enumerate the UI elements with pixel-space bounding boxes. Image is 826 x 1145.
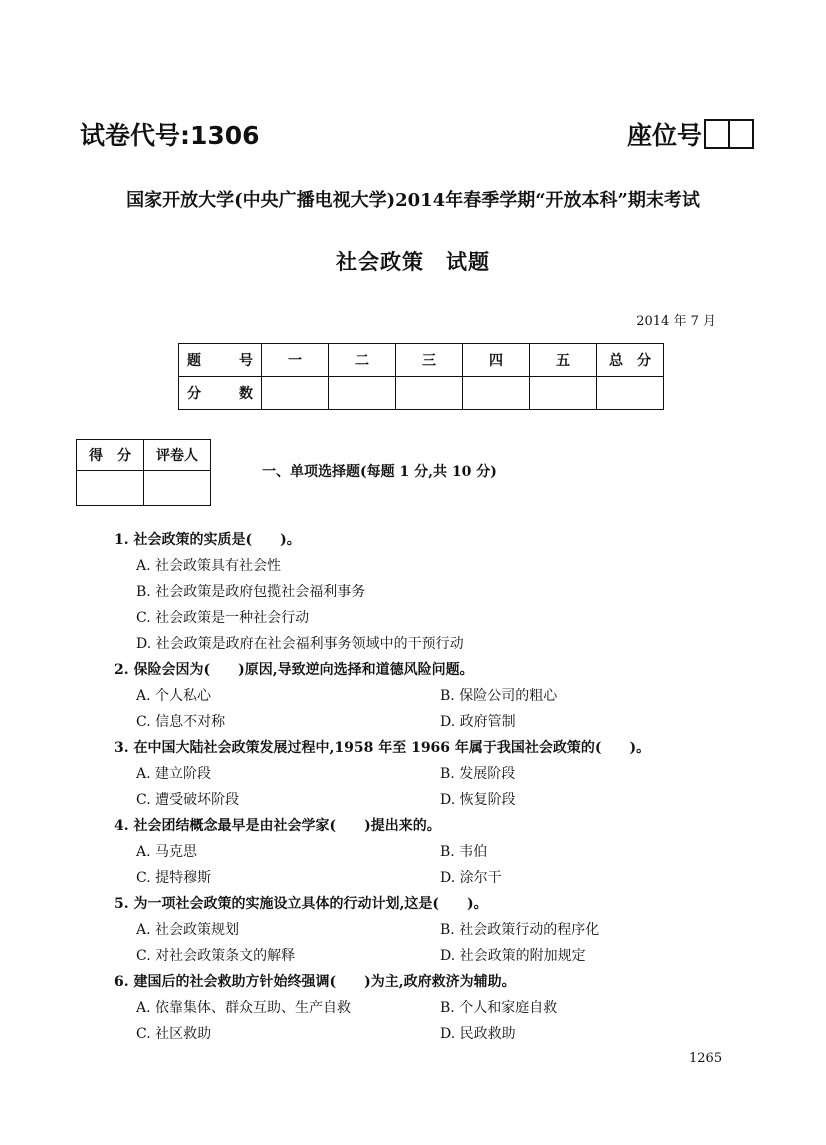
question-list [114,527,754,1047]
grader-empty-cell [77,471,144,506]
score-table-cell: 五 [530,344,597,377]
exam-title: 国家开放大学(中央广播电视大学)2014年春季学期“开放本科”期末考试 [126,190,700,211]
option-row [114,917,754,943]
option-a: A. 依靠集体、群众互助、生产自救 [136,1000,352,1016]
grader-label: 评卷人 [144,440,211,471]
grader-empty-cell [144,471,211,506]
option-row [114,709,754,735]
score-table-empty-cell [530,377,597,410]
option-d: D. 恢复阶段 [440,792,516,808]
score-table-empty-cell [597,377,664,410]
score-table-cell: 四 [463,344,530,377]
option-a: A. 马克思 [136,844,198,860]
option-b: B. 社会政策行动的程序化 [440,922,600,938]
question-1 [114,527,754,657]
option-c: C. 对社会政策条文的解释 [136,948,296,964]
score-table-cell: 分 数 [179,377,262,410]
score-table-empty-cell [262,377,329,410]
seat-number [627,116,754,152]
score-table [178,343,664,410]
option-a: A. 社会政策规划 [136,922,240,938]
seat-boxes [704,119,754,149]
score-table-empty-cell [329,377,396,410]
grader-table-header-row [77,440,211,471]
option-row [114,787,754,813]
seat-box [704,119,730,149]
paper-code: 试卷代号:1306 [80,121,260,150]
question-stem: 6. 建国后的社会救助方针始终强调( )为主,政府救济为辅助。 [114,974,516,990]
option-d: D. 政府管制 [440,714,516,730]
exam-date: 2014 年 7 月 [636,314,716,329]
question-5 [114,891,754,969]
option-c: C. 社会政策是一种社会行动 [136,610,310,626]
option-a: A. 建立阶段 [136,766,212,782]
option-c: C. 社区救助 [136,1026,212,1042]
option-row [114,1021,754,1047]
score-table-empty-cell [463,377,530,410]
question-6 [114,969,754,1047]
score-table-cell: 三 [396,344,463,377]
option-d: D. 社会政策的附加规定 [440,948,586,964]
option-c: C. 遭受破坏阶段 [136,792,240,808]
seat-box [730,119,754,149]
option-a: A. 个人私心 [136,688,212,704]
option-b: B. 发展阶段 [440,766,516,782]
question-3 [114,735,754,813]
grader-score-label: 得 分 [77,440,144,471]
grader-table [76,439,211,506]
option-row [114,943,754,969]
score-table-header-row [179,344,664,377]
option-d: D. 涂尔干 [440,870,502,886]
option-row [114,865,754,891]
grader-table-blank-row [77,471,211,506]
score-table-cell: 一 [262,344,329,377]
subject-title: 社会政策 试题 [336,249,490,274]
option-b: B. 保险公司的粗心 [440,688,558,704]
question-4 [114,813,754,891]
option-c: C. 信息不对称 [136,714,226,730]
score-table-empty-cell [396,377,463,410]
seat-label: 座位号 [627,121,703,150]
option-b: B. 个人和家庭自救 [440,1000,558,1016]
option-row [114,761,754,787]
score-table-cell: 题 号 [179,344,262,377]
option-row [114,839,754,865]
option-d: D. 社会政策是政府在社会福利事务领域中的干预行动 [136,636,464,652]
question-2 [114,657,754,735]
question-stem: 4. 社会团结概念最早是由社会学家( )提出来的。 [114,818,441,834]
score-table-score-row [179,377,664,410]
option-b: B. 韦伯 [440,844,488,860]
option-row [114,995,754,1021]
score-table-cell: 二 [329,344,396,377]
question-stem: 1. 社会政策的实质是( )。 [114,532,301,548]
question-stem: 2. 保险会因为( )原因,导致逆向选择和道德风险问题。 [114,662,474,678]
page-number: 1265 [689,1051,723,1066]
option-row [114,683,754,709]
section-title: 一、单项选择题(每题 1 分,共 10 分) [262,464,497,480]
question-stem: 5. 为一项社会政策的实施设立具体的行动计划,这是( )。 [114,896,488,912]
option-d: D. 民政救助 [440,1026,516,1042]
option-b: B. 社会政策是政府包揽社会福利事务 [136,584,366,600]
question-stem: 3. 在中国大陆社会政策发展过程中,1958 年至 1966 年属于我国社会政策的( )。 [114,740,651,756]
option-c: C. 提特穆斯 [136,870,212,886]
option-a: A. 社会政策具有社会性 [136,558,282,574]
score-table-cell: 总 分 [597,344,664,377]
